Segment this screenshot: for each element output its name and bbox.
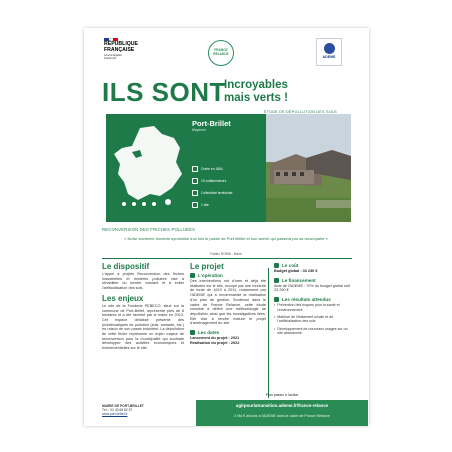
resultats-heading: Les résultats attendus [274, 296, 354, 303]
funding-note: 2 Md € alloués à l'ADEME dans le cadre de France Relance [234, 414, 330, 418]
france-relance-label: FRANCE RELANCE [213, 48, 229, 56]
ademe-logo [316, 38, 342, 66]
thumbs-up-icon [274, 297, 279, 302]
site-photo [266, 114, 351, 222]
quote-author: Fabien ROBIN - Maire [210, 252, 242, 256]
dates-heading: Les dates [190, 329, 266, 336]
enjeux-text: Le site de la Fonderie PEBECO, situé sur la commune de Port-Brillet, représente près de 8 hectares et a été racheté par le maire en 2013. Cet espace délaissé présente des problématiques de pollution (sols, amiante, etc.) en raison de son passé industriel. La dépollution de cette friche représente un enjeu majeur de reconversion pour la municipalité qui souhaite développer des activités économiques et événementielles sur le site. [102, 303, 184, 351]
coins-icon [274, 278, 279, 283]
fact-sheet-page [84, 28, 369, 426]
completion-date: Réalisation du projet : 2022 [190, 340, 240, 345]
budget-value: Budget global : 33 230 € [274, 269, 318, 273]
call-to-action-label: Pour passer à l'action [265, 393, 299, 397]
contact-website-link[interactable]: www.port-brillet.fr [102, 412, 128, 417]
dispositif-heading: Le dispositif [102, 262, 150, 271]
result-item: • Développement de nouveaux usages sur un site abandonné [274, 326, 348, 336]
page-subtitle [224, 79, 288, 104]
study-type-label: ÉTUDE DE DÉPOLLUTION DES SOLS [264, 110, 337, 114]
pin-icon [190, 273, 195, 278]
fact-sites: 1 site [192, 202, 209, 208]
people-icon [192, 178, 198, 184]
contact-block [102, 404, 144, 417]
ademe-disc-icon [324, 43, 335, 54]
operation-text: Des interventions ont d'ores et déjà été réalisées sur le site, occupé par une fonderie de fonte de 1619 à 2011, notamment par l'ADEME qui a recommandé la réalisation d'un plan de gestion. Soutenue dans le cadre de France Relance, cette étude consiste à définir une méthodologie de dépollution ainsi que les investigations liées. Elle vise à rendre mature le projet d'aménagement du site. [190, 279, 266, 326]
launch-date: Lancement du projet : 2021 [190, 336, 240, 341]
ademe-label: ADEME [322, 55, 336, 59]
fact-type: Collectivité territoriale [192, 190, 233, 196]
column-left [102, 262, 184, 351]
mayor-quote: « Notre ancienne fonderie symbolise à la fois le passé de Port-Brillet et son avenir qui passera par sa reconquête » [124, 236, 328, 241]
dispositif-text: L'appel à projets Reconversion des friches industrielles et minières polluées vise à réhabiliter du foncier existant et à éviter l'artificialisation des sols. [102, 272, 184, 291]
contact-org: MAIRIE DE PORT-BRILLET [102, 404, 144, 408]
subtitle-line-1: Incroyables [224, 79, 288, 91]
financement-heading: Le financement [274, 277, 354, 284]
fact-created: Créée en 1884 [192, 166, 223, 172]
subtitle-line-2: mais verts ! [224, 91, 288, 104]
operation-heading: L'opération [190, 272, 266, 279]
city-name: Port-Brillet [192, 119, 231, 128]
enjeux-heading: Les enjeux [102, 293, 144, 303]
euro-icon [274, 263, 279, 268]
calendar-icon [192, 166, 198, 172]
factory-photo-illustration [266, 114, 351, 222]
divider [102, 258, 352, 259]
france-relance-logo [208, 40, 234, 66]
fact-staff: 15 collaborateurs [192, 178, 226, 184]
hero-banner [106, 114, 351, 222]
column-right [274, 262, 354, 339]
financement-text: Aide de l'ADEME : 70% du budget global soit 23 260 € [274, 283, 350, 293]
section-reconversion-label: RECONVERSION DES FRICHES POLLUÉES [102, 227, 196, 232]
column-divider [268, 268, 269, 398]
republic-motto: Liberté Égalité Fraternité [104, 53, 122, 61]
republique-francaise-label: RÉPUBLIQUE FRANÇAISE [104, 41, 139, 53]
calendar-icon [190, 330, 195, 335]
projet-heading: Le projet [190, 262, 224, 271]
cout-heading: Le coût [274, 262, 354, 269]
page-title: ILS SONT [102, 77, 226, 107]
contact-phone: Tél. : 02 43 68 82 57 [102, 408, 133, 413]
column-middle [190, 262, 266, 345]
result-item: • Maîtrise de l'étalement urbain et de l'artificialisation des sols [274, 314, 334, 324]
ademe-relance-link[interactable]: agirpourlatransition.ademe.fr/france-relance [235, 403, 329, 408]
department-name: Mayenne [192, 128, 206, 132]
result-item: • Prévention des risques pour la santé et l'environnement [274, 303, 340, 312]
building-icon [192, 190, 198, 196]
location-icon [192, 202, 198, 208]
france-map-icon [110, 124, 186, 208]
